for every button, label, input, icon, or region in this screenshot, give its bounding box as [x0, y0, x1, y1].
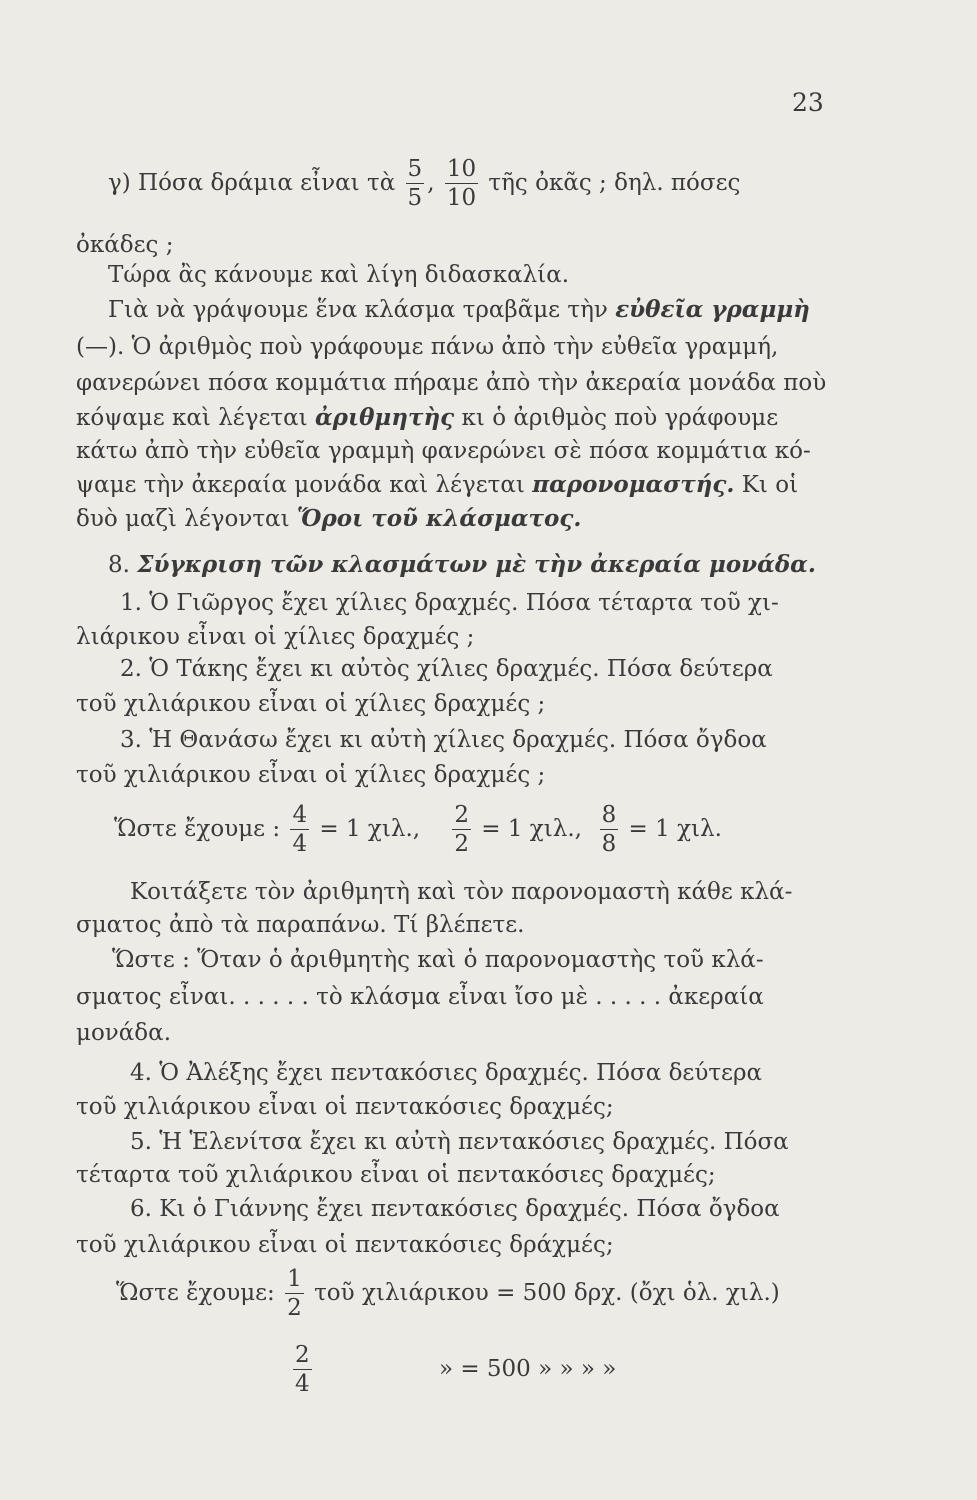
exercise-line: τέταρτα τοῦ χιλιάρικου εἶναι οἱ πεντακόσιες δραχμές;: [76, 1162, 716, 1188]
para-line: δυὸ μαζὶ λέγονται Ὅροι τοῦ κλάσματος.: [76, 505, 582, 532]
fraction-2-2: $\frac{2}{2}$: [454, 802, 469, 857]
term-straight-line: εὐθεῖα γραμμὴ: [615, 296, 810, 323]
exercise-line: τοῦ χιλιάρικου εἶναι οἱ πεντακόσιες δραχμές;: [76, 1094, 614, 1120]
para-line: Γιὰ νὰ γράψουμε ἕνα κλάσμα τραβᾶμε τὴν εὐθεῖα γραμμὴ: [108, 296, 810, 323]
equation-half: Ὥστε ἔχουμε: $\frac{1}{2}$ τοῦ χιλιάρικου = 500 δρχ. (ὄχι ὁλ. χιλ.): [116, 1266, 780, 1321]
term-fraction-terms: Ὅροι τοῦ κλάσματος.: [296, 505, 582, 532]
equation-two-quarters: $\frac{2}{4}$ » = 500 » » » »: [295, 1342, 617, 1397]
rule-line: Ὥστε : Ὅταν ὁ ἀριθμητὴς καὶ ὁ παρονομαστὴς τοῦ κλά-: [112, 947, 764, 973]
para-line: κόψαμε καὶ λέγεται ἀριθμητὴς κι ὁ ἀριθμὸς ποὺ γράφουμε: [76, 404, 779, 431]
exercise-line: τοῦ χιλιάρικου εἶναι οἱ πεντακόσιες δράχμές;: [76, 1232, 614, 1258]
fraction-4-4: $\frac{4}{4}$: [292, 802, 308, 857]
term-numerator: ἀριθμητὴς: [314, 404, 455, 431]
exercise-line: 6. Κι ὁ Γιάννης ἔχει πεντακόσιες δραχμές. Πόσα ὄγδοα: [130, 1196, 780, 1222]
para-line: ψαμε τὴν ἀκεραία μονάδα καὶ λέγεται παρονομαστής. Κι οἱ: [76, 471, 799, 498]
fraction-1-2: $\frac{1}{2}$: [287, 1266, 302, 1321]
fraction-5-5: $\frac{5}{5}$: [407, 156, 423, 211]
fraction-8-8: $\frac{8}{8}$: [601, 802, 617, 857]
exercise-line: 1. Ὁ Γιῶργος ἔχει χίλιες δραχμές. Πόσα τέταρτα τοῦ χι-: [120, 590, 779, 616]
rule-line: σματος εἶναι. . . . . . τὸ κλάσμα εἶναι ἴσο μὲ . . . . . ἀκεραία: [76, 984, 764, 1010]
para-line: σματος ἀπὸ τὰ παραπάνω. Τί βλέπετε.: [76, 912, 525, 938]
para-line: φανερώνει πόσα κομμάτια πήραμε ἀπὸ τὴν ἀκεραία μονάδα ποὺ: [76, 370, 827, 396]
fraction-10-10: $\frac{10}{10}$: [446, 156, 477, 211]
fraction-2-4: $\frac{2}{4}$: [295, 1342, 310, 1397]
question-gamma-cont: ὀκάδες ;: [76, 232, 174, 258]
exercise-line: 4. Ὁ Ἀλέξης ἔχει πεντακόσιες δραχμές. Πόσα δεύτερα: [130, 1060, 763, 1086]
exercise-line: λιάρικου εἶναι οἱ χίλιες δραχμές ;: [76, 624, 475, 650]
page-number: 23: [792, 88, 824, 117]
rule-line: μονάδα.: [76, 1020, 171, 1046]
para-line: (—). Ὁ ἀριθμὸς ποὺ γράφουμε πάνω ἀπὸ τὴν εὐθεῖα γραμμή,: [76, 334, 779, 360]
para-line: Κοιτάξετε τὸν ἀριθμητὴ καὶ τὸν παρονομαστὴ κάθε κλά-: [130, 879, 793, 905]
exercise-line: τοῦ χιλιάρικου εἶναι οἱ χίλιες δραχμές ;: [76, 691, 546, 717]
exercise-line: τοῦ χιλιάρικου εἶναι οἱ χίλιες δραχμές ;: [76, 762, 546, 788]
section-heading: 8. Σύγκριση τῶν κλασμάτων μὲ τὴν ἀκεραία μονάδα.: [108, 551, 816, 578]
question-gamma: γ) Πόσα δράμια εἶναι τὰ $\frac{5}{5}$ , $\frac{10}{10}$ τῆς ὀκᾶς ; δηλ. πόσες: [108, 156, 741, 211]
exercise-line: 5. Ἡ Ἑλενίτσα ἔχει κι αὐτὴ πεντακόσιες δραχμές. Πόσα: [130, 1129, 789, 1155]
equation-whole: Ὥστε ἔχουμε : $\frac{4}{4}$ = 1 χιλ., $\frac{2}{2}$ = 1 χιλ., $\frac{8}{8}$ = 1 χιλ.: [114, 802, 722, 857]
term-denominator: παρονομαστής.: [532, 471, 735, 498]
para-line: κάτω ἀπὸ τὴν εὐθεῖα γραμμὴ φανερώνει σὲ πόσα κομμάτια κό-: [76, 438, 811, 464]
exercise-line: 2. Ὁ Τάκης ἔχει κι αὐτὸς χίλιες δραχμές. Πόσα δεύτερα: [120, 656, 773, 682]
para-line: Τώρα ἂς κάνουμε καὶ λίγη διδασκαλία.: [108, 262, 570, 288]
exercise-line: 3. Ἡ Θανάσω ἔχει κι αὐτὴ χίλιες δραχμές. Πόσα ὄγδοα: [120, 727, 767, 753]
